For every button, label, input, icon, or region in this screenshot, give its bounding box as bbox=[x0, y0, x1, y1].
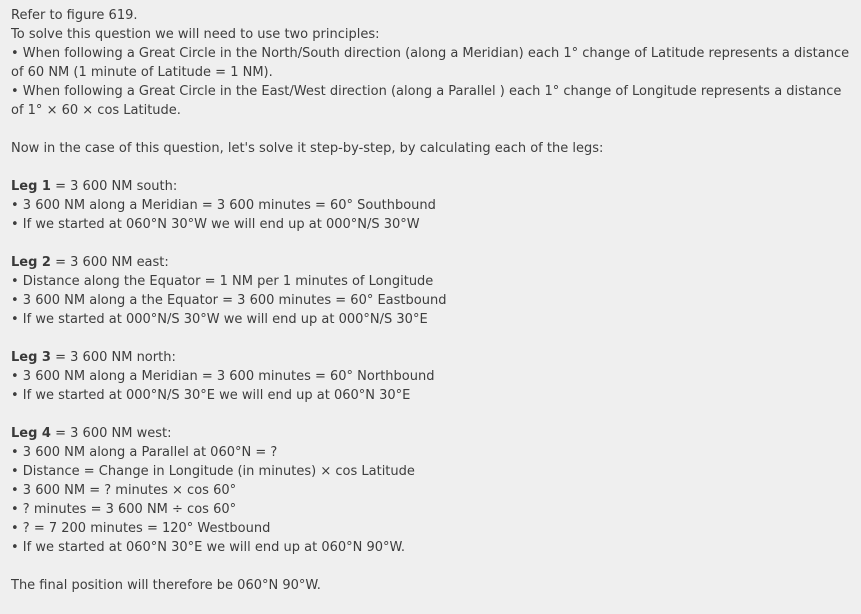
leg-2-title: Leg 2 bbox=[11, 255, 51, 270]
spacer bbox=[11, 234, 856, 253]
principle-meridian: • When following a Great Circle in the North/South direction (along a Meridian) each 1° change of Latitude represents a distance of 60 NM (1 minute of Latitude = 1 NM). bbox=[11, 46, 850, 80]
leg-4-line: • Distance = Change in Longitude (in minutes) × cos Latitude bbox=[11, 464, 415, 479]
leg-2-line: • 3 600 NM along a the Equator = 3 600 minutes = 60° Eastbound bbox=[11, 293, 447, 308]
leg-1-heading-rest: = 3 600 NM south: bbox=[50, 179, 178, 194]
spacer bbox=[11, 405, 856, 424]
leg-1-line: • If we started at 060°N 30°W we will end up at 000°N/S 30°W bbox=[11, 217, 420, 232]
conclusion: The final position will therefore be 060°N 90°W. bbox=[11, 578, 321, 593]
leg-3-heading-rest: = 3 600 NM north: bbox=[50, 350, 176, 365]
leg-1-heading bbox=[11, 177, 856, 196]
leg-4-heading bbox=[11, 424, 856, 443]
leg-2-heading-rest: = 3 600 NM east: bbox=[50, 255, 169, 270]
leg-3-title: Leg 3 bbox=[11, 350, 51, 365]
figure-reference: Refer to figure 619. bbox=[11, 8, 138, 23]
leg-4-line: • ? = 7 200 minutes = 120° Westbound bbox=[11, 521, 271, 536]
leg-1-line: • 3 600 NM along a Meridian = 3 600 minutes = 60° Southbound bbox=[11, 198, 436, 213]
spacer bbox=[11, 158, 856, 177]
leg-4-line: • If we started at 060°N 30°E we will end up at 060°N 90°W. bbox=[11, 540, 406, 555]
leg-2-heading bbox=[11, 253, 856, 272]
leg-4-line: • 3 600 NM along a Parallel at 060°N = ? bbox=[11, 445, 278, 460]
leg-2-line: • If we started at 000°N/S 30°W we will end up at 000°N/S 30°E bbox=[11, 312, 428, 327]
principles-intro: To solve this question we will need to use two principles: bbox=[11, 27, 380, 42]
step-intro: Now in the case of this question, let's solve it step-by-step, by calculating each of the legs: bbox=[11, 141, 604, 156]
principle-parallel: • When following a Great Circle in the East/West direction (along a Parallel ) each 1° change of Longitude represents a distance of 1° × 60 × cos Latitude. bbox=[11, 84, 842, 118]
leg-3-heading bbox=[11, 348, 856, 367]
leg-4-title: Leg 4 bbox=[11, 426, 51, 441]
leg-2-line: • Distance along the Equator = 1 NM per 1 minutes of Longitude bbox=[11, 274, 434, 289]
spacer bbox=[11, 557, 856, 576]
leg-1-title: Leg 1 bbox=[11, 179, 51, 194]
explanation-text bbox=[11, 6, 856, 595]
spacer bbox=[11, 120, 856, 139]
leg-3-line: • If we started at 000°N/S 30°E we will end up at 060°N 30°E bbox=[11, 388, 411, 403]
leg-4-heading-rest: = 3 600 NM west: bbox=[50, 426, 172, 441]
spacer bbox=[11, 329, 856, 348]
leg-4-line: • ? minutes = 3 600 NM ÷ cos 60° bbox=[11, 502, 237, 517]
leg-4-line: • 3 600 NM = ? minutes × cos 60° bbox=[11, 483, 237, 498]
leg-3-line: • 3 600 NM along a Meridian = 3 600 minutes = 60° Northbound bbox=[11, 369, 435, 384]
